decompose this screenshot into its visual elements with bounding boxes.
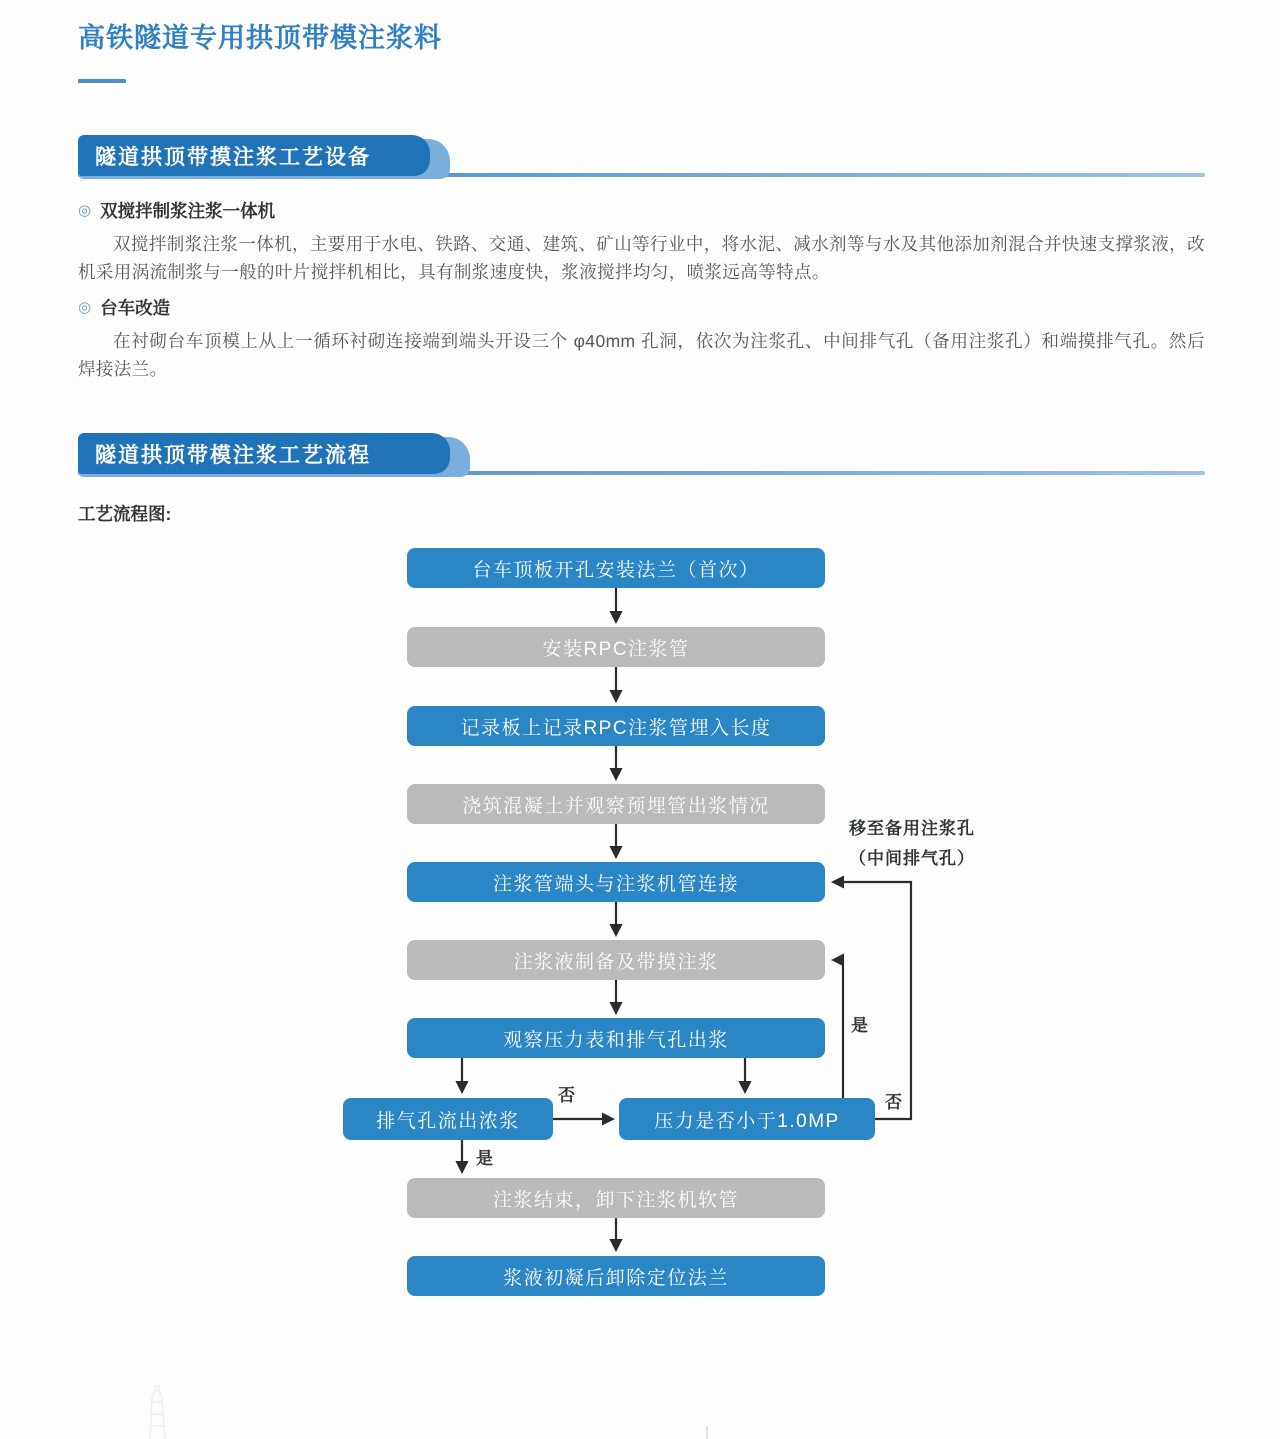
flow-node-thick-slurry: 排气孔流出浓浆: [343, 1098, 553, 1140]
title-underline: [78, 79, 126, 83]
edge-label-no-loop: 否: [885, 1093, 903, 1112]
section-header-process: [78, 433, 1205, 477]
bullet-item-trolley: [78, 296, 1205, 383]
building-watermark: [128, 1384, 192, 1439]
bullet-title: 台车改造: [100, 298, 171, 318]
edge-label-yes: 是: [476, 1149, 494, 1168]
paragraph-trolley: 在衬砌台车顶模上从上一循环衬砌连接端到端头开设三个 φ40mm 孔洞，依次为注浆孔、中间排气孔（备用注浆孔）和端摸排气孔。然后焊接法兰。: [78, 331, 1205, 379]
annotation-backup-hole-line1: 移至备用注浆孔: [849, 819, 975, 838]
paragraph-mixer: 双搅拌制浆注浆一体机，主要用于水电、铁路、交通、建筑、矿山等行业中，将水泥、减水剂等与水及其他添加剂混合并快速支撑浆液，改机采用涡流制浆与一般的叶片搅拌机相比，具有制浆速度快，浆液搅拌均匀，喷浆远高等特点。: [78, 234, 1205, 282]
edge-label-no: 否: [558, 1086, 576, 1105]
flow-node-remove-flange: 浆液初凝后卸除定位法兰: [407, 1256, 825, 1296]
flow-node-connect-machine: 注浆管端头与注浆机管连接: [407, 862, 825, 902]
flow-node-install-flange: 台车顶板开孔安装法兰（首次）: [407, 548, 825, 588]
double-circle-bullet-icon: ◎: [78, 202, 92, 219]
flow-node-pressure-check: 压力是否小于1.0MP: [619, 1098, 875, 1140]
flow-caption: 工艺流程图:: [78, 504, 172, 524]
bullet-title: 双搅拌制浆注浆一体机: [100, 201, 276, 221]
flow-node-finish-grouting: 注浆结束，卸下注浆机软管: [407, 1178, 825, 1218]
section-tab: [78, 433, 450, 474]
edge-label-yes-loop: 是: [851, 1016, 869, 1035]
section-header-equipment: [78, 135, 1205, 179]
bullet-item-mixer: [78, 199, 1205, 286]
flow-node-prepare-grout: 注浆液制备及带摸注浆: [407, 940, 825, 980]
flow-node-pour-concrete: 浇筑混凝土并观察预埋管出浆情况: [407, 784, 825, 824]
section-tab-label: 隧道拱顶带模注浆工艺流程: [95, 443, 371, 467]
flow-node-install-rpc-pipe: 安装RPC注浆管: [407, 627, 825, 667]
flow-node-observe-gauge: 观察压力表和排气孔出浆: [407, 1018, 825, 1058]
section-tab: [78, 135, 430, 176]
annotation-backup-hole-line2: （中间排气孔）: [849, 849, 975, 868]
section-tab-label: 隧道拱顶带摸注浆工艺设备: [95, 145, 371, 169]
watermark-fragment: [706, 1426, 708, 1439]
flowchart: [0, 530, 1280, 1330]
page-title: 高铁隧道专用拱顶带模注浆料: [78, 23, 442, 53]
double-circle-bullet-icon: ◎: [78, 299, 92, 316]
flow-node-record-length: 记录板上记录RPC注浆管埋入长度: [407, 706, 825, 746]
